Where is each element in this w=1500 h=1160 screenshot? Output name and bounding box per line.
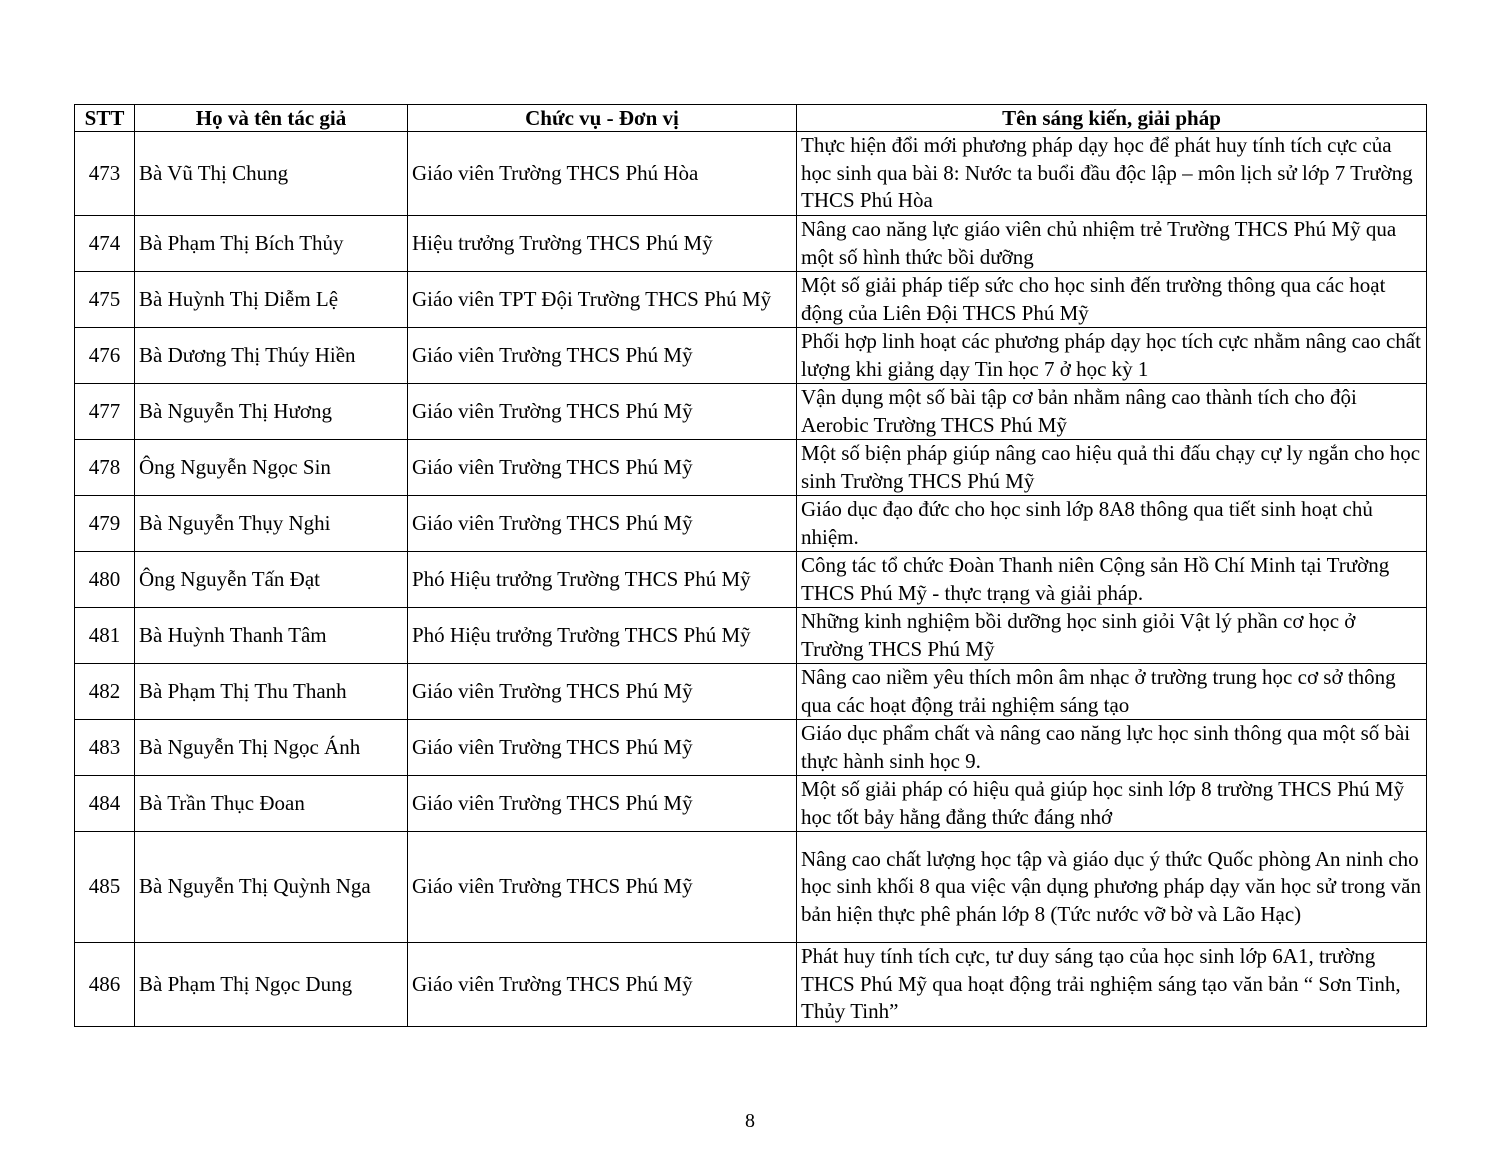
table-header-row bbox=[75, 105, 1427, 132]
stt-cell: 484 bbox=[75, 776, 135, 832]
author-name-cell: Ông Nguyễn Tấn Đạt bbox=[135, 552, 408, 608]
position-unit-cell: Giáo viên Trường THCS Phú Mỹ bbox=[408, 664, 797, 720]
author-name-cell: Bà Nguyễn Thụy Nghi bbox=[135, 496, 408, 552]
initiative-title-cell: Một số giải pháp có hiệu quả giúp học sinh lớp 8 trường THCS Phú Mỹ học tốt bảy hằng đẳng thức đáng nhớ bbox=[797, 776, 1427, 832]
table-row bbox=[75, 720, 1427, 776]
author-name-cell: Bà Nguyễn Thị Hương bbox=[135, 384, 408, 440]
author-name-cell: Bà Huỳnh Thanh Tâm bbox=[135, 608, 408, 664]
author-name-cell: Bà Phạm Thị Ngọc Dung bbox=[135, 943, 408, 1027]
table-row bbox=[75, 832, 1427, 943]
table-row bbox=[75, 608, 1427, 664]
initiative-title-cell: Giáo dục phẩm chất và nâng cao năng lực học sinh thông qua một số bài thực hành sinh học 9. bbox=[797, 720, 1427, 776]
stt-cell: 485 bbox=[75, 832, 135, 943]
position-unit-cell: Giáo viên Trường THCS Phú Mỹ bbox=[408, 720, 797, 776]
author-name-cell: Bà Vũ Thị Chung bbox=[135, 132, 408, 216]
author-name-cell: Ông Nguyễn Ngọc Sin bbox=[135, 440, 408, 496]
initiative-title-cell: Giáo dục đạo đức cho học sinh lớp 8A8 thông qua tiết sinh hoạt chủ nhiệm. bbox=[797, 496, 1427, 552]
initiative-title-cell: Một số biện pháp giúp nâng cao hiệu quả thi đấu chạy cự ly ngắn cho học sinh Trường THCS Phú Mỹ bbox=[797, 440, 1427, 496]
stt-cell: 477 bbox=[75, 384, 135, 440]
position-unit-cell: Giáo viên Trường THCS Phú Mỹ bbox=[408, 440, 797, 496]
position-unit-cell: Giáo viên Trường THCS Phú Mỹ bbox=[408, 943, 797, 1027]
position-unit-cell: Giáo viên Trường THCS Phú Mỹ bbox=[408, 832, 797, 943]
initiative-title-cell: Những kinh nghiệm bồi dưỡng học sinh giỏi Vật lý phần cơ học ở Trường THCS Phú Mỹ bbox=[797, 608, 1427, 664]
position-unit-cell: Phó Hiệu trưởng Trường THCS Phú Mỹ bbox=[408, 608, 797, 664]
table-row bbox=[75, 328, 1427, 384]
table-row bbox=[75, 496, 1427, 552]
position-unit-cell: Giáo viên TPT Đội Trường THCS Phú Mỹ bbox=[408, 272, 797, 328]
header-position-unit: Chức vụ - Đơn vị bbox=[408, 105, 797, 132]
author-name-cell: Bà Nguyễn Thị Quỳnh Nga bbox=[135, 832, 408, 943]
table-row bbox=[75, 216, 1427, 272]
table-row bbox=[75, 272, 1427, 328]
initiative-title-cell: Công tác tổ chức Đoàn Thanh niên Cộng sản Hồ Chí Minh tại Trường THCS Phú Mỹ - thực trạng và giải pháp. bbox=[797, 552, 1427, 608]
table-row bbox=[75, 776, 1427, 832]
stt-cell: 481 bbox=[75, 608, 135, 664]
initiative-title-cell: Nâng cao niềm yêu thích môn âm nhạc ở trường trung học cơ sở thông qua các hoạt động trải nghiệm sáng tạo bbox=[797, 664, 1427, 720]
table-row bbox=[75, 440, 1427, 496]
position-unit-cell: Giáo viên Trường THCS Phú Mỹ bbox=[408, 776, 797, 832]
author-name-cell: Bà Phạm Thị Thu Thanh bbox=[135, 664, 408, 720]
initiative-title-cell: Phát huy tính tích cực, tư duy sáng tạo của học sinh lớp 6A1, trường THCS Phú Mỹ qua hoạt động trải nghiệm sáng tạo văn bản “ Sơn Tinh, Thủy Tinh” bbox=[797, 943, 1427, 1027]
stt-cell: 482 bbox=[75, 664, 135, 720]
stt-cell: 486 bbox=[75, 943, 135, 1027]
stt-cell: 483 bbox=[75, 720, 135, 776]
position-unit-cell: Giáo viên Trường THCS Phú Mỹ bbox=[408, 328, 797, 384]
stt-cell: 478 bbox=[75, 440, 135, 496]
stt-cell: 473 bbox=[75, 132, 135, 216]
initiative-title-cell: Phối hợp linh hoạt các phương pháp dạy học tích cực nhằm nâng cao chất lượng khi giảng dạy Tin học 7 ở học kỳ 1 bbox=[797, 328, 1427, 384]
stt-cell: 474 bbox=[75, 216, 135, 272]
author-name-cell: Bà Huỳnh Thị Diễm Lệ bbox=[135, 272, 408, 328]
author-name-cell: Bà Dương Thị Thúy Hiền bbox=[135, 328, 408, 384]
stt-cell: 479 bbox=[75, 496, 135, 552]
author-name-cell: Bà Trần Thục Đoan bbox=[135, 776, 408, 832]
table-row bbox=[75, 132, 1427, 216]
author-name-cell: Bà Phạm Thị Bích Thủy bbox=[135, 216, 408, 272]
initiatives-table bbox=[74, 104, 1427, 1027]
stt-cell: 480 bbox=[75, 552, 135, 608]
position-unit-cell: Hiệu trưởng Trường THCS Phú Mỹ bbox=[408, 216, 797, 272]
table-body bbox=[75, 132, 1427, 1027]
header-stt: STT bbox=[75, 105, 135, 132]
page-number: 8 bbox=[745, 1110, 755, 1132]
initiative-title-cell: Một số giải pháp tiếp sức cho học sinh đến trường thông qua các hoạt động của Liên Đội THCS Phú Mỹ bbox=[797, 272, 1427, 328]
stt-cell: 475 bbox=[75, 272, 135, 328]
initiative-title-cell: Nâng cao chất lượng học tập và giáo dục ý thức Quốc phòng An ninh cho học sinh khối 8 qua việc vận dụng phương pháp dạy văn học sử trong văn bản hiện thực phê phán lớp 8 (Tức nước vỡ bờ và Lão Hạc) bbox=[797, 832, 1427, 943]
table-row bbox=[75, 664, 1427, 720]
stt-cell: 476 bbox=[75, 328, 135, 384]
initiative-title-cell: Vận dụng một số bài tập cơ bản nhằm nâng cao thành tích cho đội Aerobic Trường THCS Phú Mỹ bbox=[797, 384, 1427, 440]
position-unit-cell: Giáo viên Trường THCS Phú Hòa bbox=[408, 132, 797, 216]
initiative-title-cell: Nâng cao năng lực giáo viên chủ nhiệm trẻ Trường THCS Phú Mỹ qua một số hình thức bồi dưỡng bbox=[797, 216, 1427, 272]
initiative-title-cell: Thực hiện đổi mới phương pháp dạy học để phát huy tính tích cực của học sinh qua bài 8: Nước ta buổi đầu độc lập – môn lịch sử lớp 7 Trường THCS Phú Hòa bbox=[797, 132, 1427, 216]
table-row bbox=[75, 552, 1427, 608]
author-name-cell: Bà Nguyễn Thị Ngọc Ánh bbox=[135, 720, 408, 776]
table-row bbox=[75, 943, 1427, 1027]
table-row bbox=[75, 384, 1427, 440]
header-author-name: Họ và tên tác giả bbox=[135, 105, 408, 132]
header-initiative-title: Tên sáng kiến, giải pháp bbox=[797, 105, 1427, 132]
position-unit-cell: Giáo viên Trường THCS Phú Mỹ bbox=[408, 384, 797, 440]
position-unit-cell: Phó Hiệu trưởng Trường THCS Phú Mỹ bbox=[408, 552, 797, 608]
position-unit-cell: Giáo viên Trường THCS Phú Mỹ bbox=[408, 496, 797, 552]
